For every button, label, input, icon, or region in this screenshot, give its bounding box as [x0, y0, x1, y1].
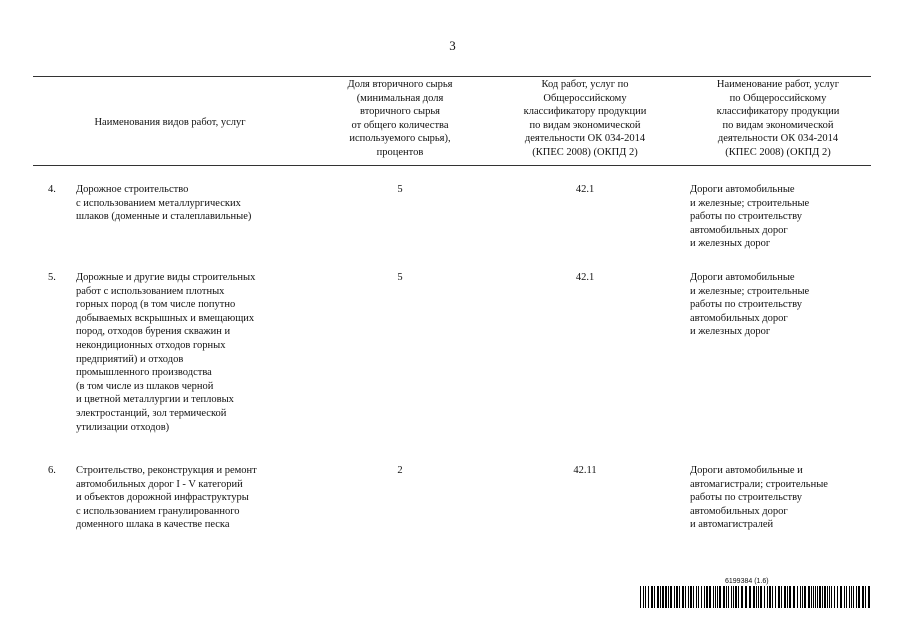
header-secondary-share: Доля вторичного сырья (минимальная доля вторичного сырья от общего количества используемого сырья), процентов: [347, 79, 453, 158]
header-okpd-code: Код работ, услуг по Общероссийскому классификатору продукции по видам экономической деятельности ОК 034-2014 (КПЕС 2008) (ОКПД 2): [523, 79, 647, 158]
header-work-types: Наименования видов работ, услуг: [94, 117, 246, 128]
row-number: 5.: [48, 272, 56, 283]
okpd-code-value: 42.1: [575, 272, 595, 283]
secondary-share-value: 5: [397, 272, 403, 283]
page-number: 3: [449, 38, 456, 53]
header-bottom-rule: [33, 165, 871, 166]
header-okpd-name: Наименование работ, услуг по Общероссийскому классификатору продукции по видам экономической деятельности ОК 034-2014 (КПЕС 2008) (ОКПД 2): [716, 79, 840, 158]
okpd-name-value: Дороги автомобильные и железные; строительные работы по строительству автомобильных дорог и железных дорог: [690, 184, 810, 250]
okpd-code-value: 42.1: [575, 184, 595, 195]
okpd-name-value: Дороги автомобильные и автомагистрали; строительные работы по строительству автомобильных дорог и автомагистралей: [690, 465, 828, 531]
barcode: [640, 586, 872, 608]
secondary-share-value: 5: [397, 184, 403, 195]
work-name: Дорожное строительство с использованием металлургических шлаков (доменные и сталеплавильные): [76, 184, 252, 223]
barcode-id: 6199384 (1.6): [725, 578, 769, 585]
okpd-code-value: 42.11: [573, 465, 597, 476]
secondary-share-value: 2: [397, 465, 403, 476]
row-number: 6.: [48, 465, 56, 476]
work-name: Дорожные и другие виды строительных работ с использованием плотных горных пород (в том числе попутно добываемых вскрышных и вмещающих пород, отходов бурения скважин и некондиционных отходов горных предприятий) и отходов промышленного производства (в том числе из шлаков черной и цветной металлургии и тепловых электростанций, зол термической утилизации отходов): [76, 272, 256, 433]
okpd-name-value: Дороги автомобильные и железные; строительные работы по строительству автомобильных дорог и железных дорог: [690, 272, 810, 338]
table-top-rule: [33, 76, 871, 77]
row-number: 4.: [48, 184, 56, 195]
work-name: Строительство, реконструкция и ремонт автомобильных дорог I - V категорий и объектов дорожной инфраструктуры с использованием гранулированного доменного шлака в качестве песка: [76, 465, 257, 531]
